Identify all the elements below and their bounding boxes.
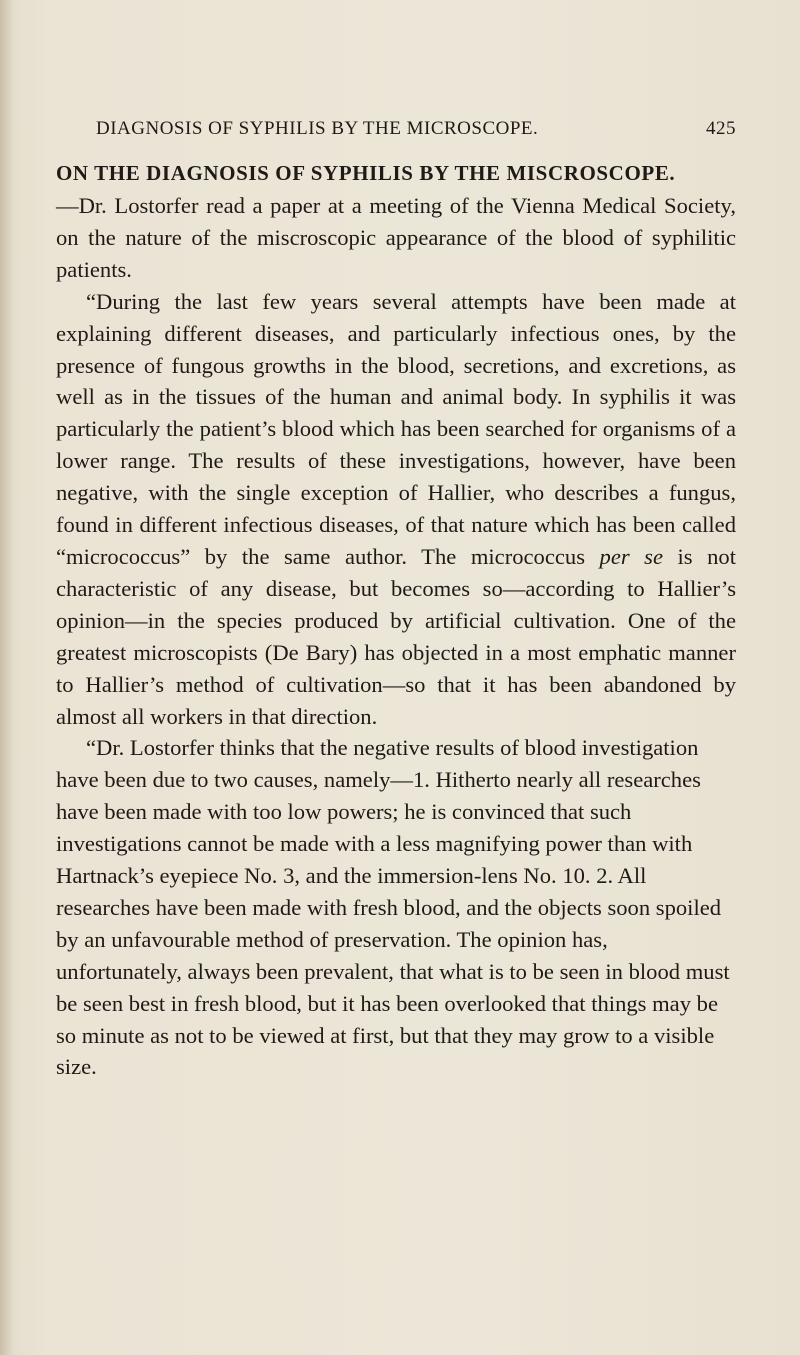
running-head [96,118,736,144]
paragraph-intro: —Dr. Lostorfer read a paper at a meeting of the Vienna Medical Society, on the nature of the miscroscopic appearance of the blood of syphilitic patients. [56,193,736,282]
gutter-shadow [0,0,14,1355]
page-number: 425 [706,118,736,139]
paragraph-quote-2: “Dr. Lostorfer thinks that the negative results of blood investigation have been due to two causes, namely—1. Hitherto nearly all researches have been made with too low powers; he is convinced that such investigations cannot be made with a less magnifying power than with Hartnack’s eyepiece No. 3, and the immersion-lens No. 10. 2. All researches have been made with fresh blood, and the objects soon spoiled by an unfavourable method of preservation. The opinion has, unfortunately, always been prevalent, that what is to be seen in blood must be seen best in fresh blood, but it has been overlooked that things may be so minute as not to be viewed at first, but that they may grow to a visible size. [56,735,730,1080]
paragraph-quote-1-text-b: is not characteristic of any disease, but becomes so—according to Hallier’s opinion—in the species produced by artificial cultivation. One of the greatest microscopists (De Bary) has objected in a most emphatic manner to Hallier’s method of cultivation—so that it has been abandoned by almost all workers in that direction. [56,543,736,729]
paragraph-quote-1 [56,286,736,733]
article-body [56,158,736,1083]
running-head-title: DIAGNOSIS OF SYPHILIS BY THE MICROSCOPE. [96,118,539,139]
article-heading: ON THE DIAGNOSIS OF SYPHILIS BY THE MISCROSCOPE. [56,161,676,185]
paragraph-quote-1-text-a: “During the last few years several attempts have been made at explaining different diseases, and particularly infectious ones, by the presence of fungous growths in the blood, secretions, and excretions, as well as in the tissues of the human and animal body. In syphilis it was particularly the patient’s blood which has been searched for organisms of a lower range. The results of these investigations, however, have been negative, with the single exception of Hallier, who describes a fungus, found in different infectious diseases, of that nature which has been called “micrococcus” by the same author. The micrococcus [56,288,736,569]
latin-phrase: per se [599,543,663,569]
